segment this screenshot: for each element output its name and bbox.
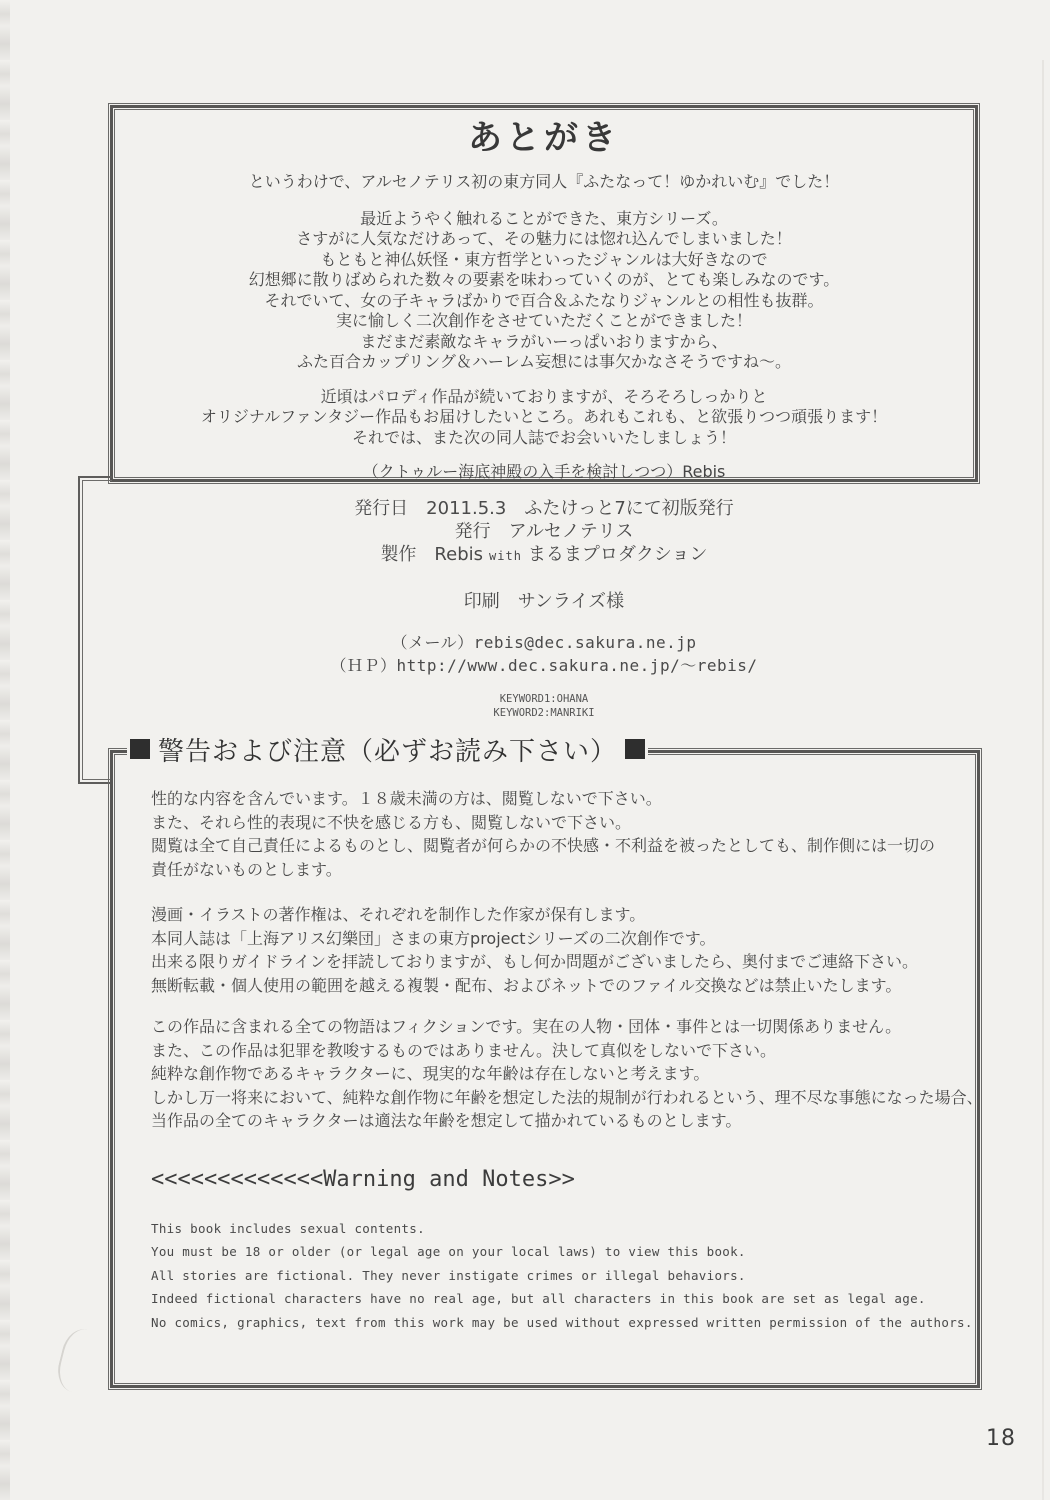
warning-english-line: Indeed fictional characters have no real age, but all characters in this book are set as legal age.: [151, 1291, 926, 1306]
warning-line: 性的な内容を含んでいます。１８歳未満の方は、閲覧しないで下さい。: [151, 789, 662, 808]
connector-bracket: [78, 476, 112, 784]
black-square-icon: [130, 739, 150, 759]
colophon-production-suffix: まるまプロダクション: [527, 544, 708, 565]
colophon-issue-date: 発行日 2011.5.3 ふたけっと7にて初版発行: [354, 498, 734, 519]
warning-english-line: All stories are fictional. They never instigate crimes or illegal behaviors.: [151, 1267, 746, 1283]
afterword-line: さすがに人気なだけあって、その魅力には惚れ込んでしまいました！: [296, 229, 792, 248]
connector-bracket-inner-line: [82, 480, 112, 780]
colophon-production: [108, 543, 980, 568]
afterword-box-border-inner: [114, 109, 974, 481]
warning-english-line: No comics, graphics, text from this work may be used without expressed written permission of the authors.: [151, 1314, 973, 1330]
afterword-title: あとがき: [468, 118, 620, 158]
warning-line: 本同人誌は「上海アリス幻樂団」さまの東方projectシリーズの二次創作です。: [151, 928, 716, 948]
afterword-box: [108, 103, 980, 484]
afterword-line: 最近ようやく触れることができた、東方シリーズ。: [360, 208, 728, 228]
warning-english-line: This book includes sexual contents.: [151, 1220, 425, 1236]
black-square-icon: [625, 739, 645, 759]
afterword-paragraph-2: [115, 387, 973, 449]
afterword-box-border-middle: [110, 105, 978, 482]
page-edge-shadow-right: [1042, 60, 1044, 1500]
colophon-publisher: 発行 アルセノテリス: [454, 521, 634, 542]
afterword-line: もともと神仏妖怪・東方哲学といったジャンルは大好きなので: [320, 249, 768, 269]
warning-line: 責任がないものとします。: [151, 859, 342, 879]
colophon-printer: 印刷 サンライズ様: [463, 591, 625, 612]
warning-content: [115, 755, 983, 1383]
warning-line: 漫画・イラストの著作権は、それぞれを制作した作家が保有します。: [151, 905, 646, 924]
warning-line: 閲覧は全て自己責任によるものとし、閲覧者が何らかの不快感・不利益を被ったとしても、制作側には一切の: [151, 836, 936, 855]
warning-english-paragraph: [151, 1217, 973, 1335]
warning-line: 無断転載・個人使用の範囲を越える複製・配布、およびネットでのファイル交換などは禁止いたします。: [151, 975, 902, 995]
warning-box-border-inner: [114, 754, 983, 1384]
colophon-keyword-2: KEYWORD2:MANRIKI: [493, 707, 595, 719]
warning-english-heading: <<<<<<<<<<<<<Warning and Notes>>: [151, 1166, 575, 1192]
scan-edge-noise-left: [0, 0, 10, 1500]
colophon-email: （メール）rebis@dec.sakura.ne.jp: [391, 633, 697, 652]
warning-line: 出来る限りガイドラインを拝読しておりますが、もし何か問題がございましたら、奥付までご連絡下さい。: [151, 952, 919, 971]
warning-header: [127, 728, 648, 770]
afterword-line: まだまだ素敵なキャラがいーっぱいおりますから、: [360, 331, 728, 351]
afterword-paragraph-1: [115, 209, 973, 373]
warning-line: この作品に含まれる全ての物語はフィクションです。実在の人物・団体・事件とは一切関係ありません。: [151, 1017, 902, 1036]
colophon-production-with: with: [489, 549, 522, 563]
warning-line: また、それら性的表現に不快を感じる方も、閲覧しないで下さい。: [151, 812, 632, 832]
scan-smudge-bottom-left: [53, 1325, 115, 1399]
afterword-content: [115, 110, 973, 481]
afterword-line: ふた百合カップリング＆ハーレム妄想には事欠かなさそうですね～。: [297, 352, 791, 371]
warning-english-line: You must be 18 or older (or legal age on your local laws) to view this book.: [151, 1244, 746, 1259]
warning-line: また、この作品は犯罪を教唆するものではありません。決して真似をしないで下さい。: [151, 1040, 776, 1060]
afterword-line: 近頃はパロディ作品が続いておりますが、そろそろしっかりと: [320, 386, 768, 406]
warning-box: [108, 736, 983, 1390]
warning-paragraph-2: [151, 903, 955, 997]
colophon-keyword-1: KEYWORD1:OHANA: [499, 693, 589, 705]
warning-line: 純粋な創作物であるキャラクターに、現実的な年齢は存在しないと考えます。: [151, 1064, 710, 1083]
colophon: [108, 497, 980, 720]
afterword-line: 幻想郷に散りばめられた数々の要素を味わっていくのが、とても楽しみなのです。: [248, 270, 840, 289]
warning-line: 当作品の全てのキャラクターは適法な年齢を想定して描かれているものとします。: [151, 1111, 742, 1130]
afterword-line: 実に愉しく二次創作をさせていただくことができました！: [335, 311, 752, 330]
afterword-intro: というわけで、アルセノテリス初の東方同人『ふたなって！ゆかれいむ』でした！: [248, 172, 840, 191]
warning-paragraph-1: [151, 787, 955, 881]
warning-box-border-middle: [110, 750, 983, 1388]
afterword-signature: （クトゥルー海底神殿の入手を検討しつつ）Rebis: [362, 462, 726, 481]
warning-header-text: 警告および注意（必ずお読み下さい）: [158, 736, 618, 767]
page-number: 18: [986, 1426, 1016, 1451]
afterword-line: オリジナルファンタジー作品もお届けしたいところ。あれもこれも、と欲張りつつ頑張ります！: [200, 407, 888, 426]
afterword-line: それでは、また次の同人誌でお会いいたしましょう！: [351, 427, 736, 447]
warning-paragraph-3: [151, 1015, 983, 1133]
colophon-homepage-url: （ＨＰ）http://www.dec.sakura.ne.jp/～rebis/: [330, 656, 758, 675]
colophon-production-prefix: 製作 Rebis: [380, 544, 484, 565]
afterword-line: それでいて、女の子キャラばかりで百合＆ふたなりジャンルとの相性も抜群。: [264, 290, 824, 310]
warning-line: しかし万一将来において、純粋な創作物に年齢を想定した法的規制が行われるという、理不尽な事態になった場合、: [151, 1087, 983, 1107]
